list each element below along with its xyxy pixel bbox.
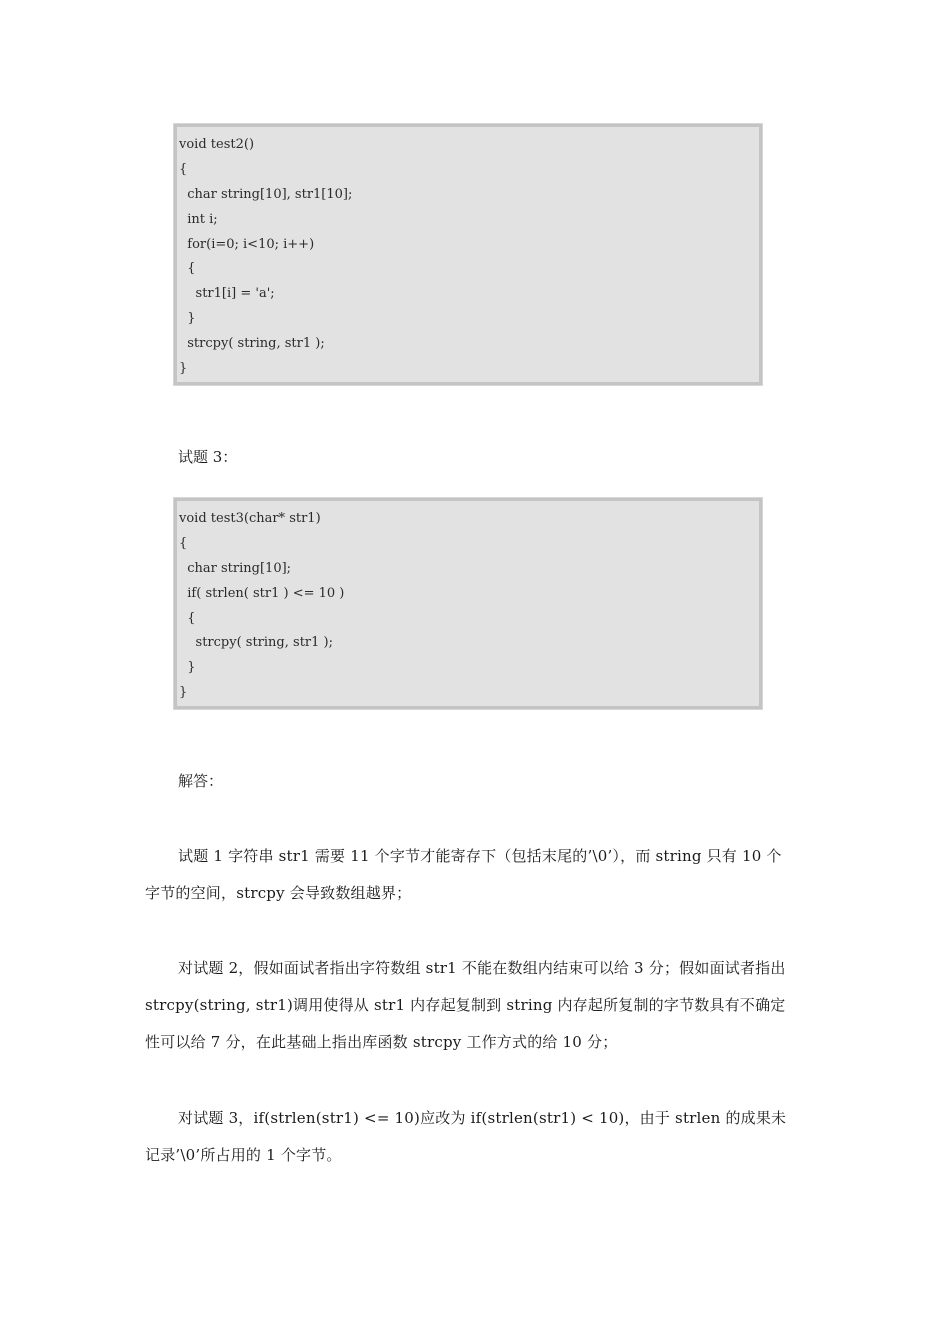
code-line: strcpy( string, str1 ); xyxy=(179,635,333,651)
code-line: str1[i] = 'a'; xyxy=(179,286,275,302)
code-line: for(i=0; i<10; i++) xyxy=(179,236,315,252)
answer-paragraph-1: 试题 1 字符串 str1 需要 11 个字节才能寄存下（包括末尾的’\0’），而 string 只有 10 个字节的空间，strcpy 会导致数组越界； xyxy=(145,847,782,902)
answer-paragraph-2: 对试题 2，假如面试者指出字符数组 str1 不能在数组内结束可以给 3 分；假如面试者指出 strcpy(string, str1)调用使得从 str1 内存起复制到 string 内存起所复制的字节数具有不确定性可以给 7 分，在此基础上指出库函数 strcpy 工作方式的给 10 分； xyxy=(145,959,786,1051)
code-block-test2 xyxy=(174,124,762,385)
code-block-test3 xyxy=(174,498,762,709)
code-line: { xyxy=(179,161,188,177)
code-line: int i; xyxy=(179,211,218,227)
answer-label: 解答： xyxy=(178,772,224,790)
code-line: } xyxy=(179,311,196,327)
code-line: char string[10], str1[10]; xyxy=(179,186,353,202)
code-line: void test2() xyxy=(179,137,255,152)
code-line: { xyxy=(179,610,196,626)
code-line: } xyxy=(179,685,188,701)
code-line: } xyxy=(179,660,196,676)
code-line: void test3(char* str1) xyxy=(179,511,321,526)
question3-label: 试题 3： xyxy=(178,448,238,466)
answer-paragraph-3: 对试题 3，if(strlen(str1) <= 10)应改为 if(strlen(str1) < 10)，由于 strlen 的成果未记录’\0’所占用的 1 个字节。 xyxy=(145,1109,787,1164)
code-line: char string[10]; xyxy=(179,560,292,576)
code-line: { xyxy=(179,261,196,277)
code-line: strcpy( string, str1 ); xyxy=(179,336,325,352)
code-line: if( strlen( str1 ) <= 10 ) xyxy=(179,585,345,601)
code-line: { xyxy=(179,535,188,551)
code-line: } xyxy=(179,361,188,377)
